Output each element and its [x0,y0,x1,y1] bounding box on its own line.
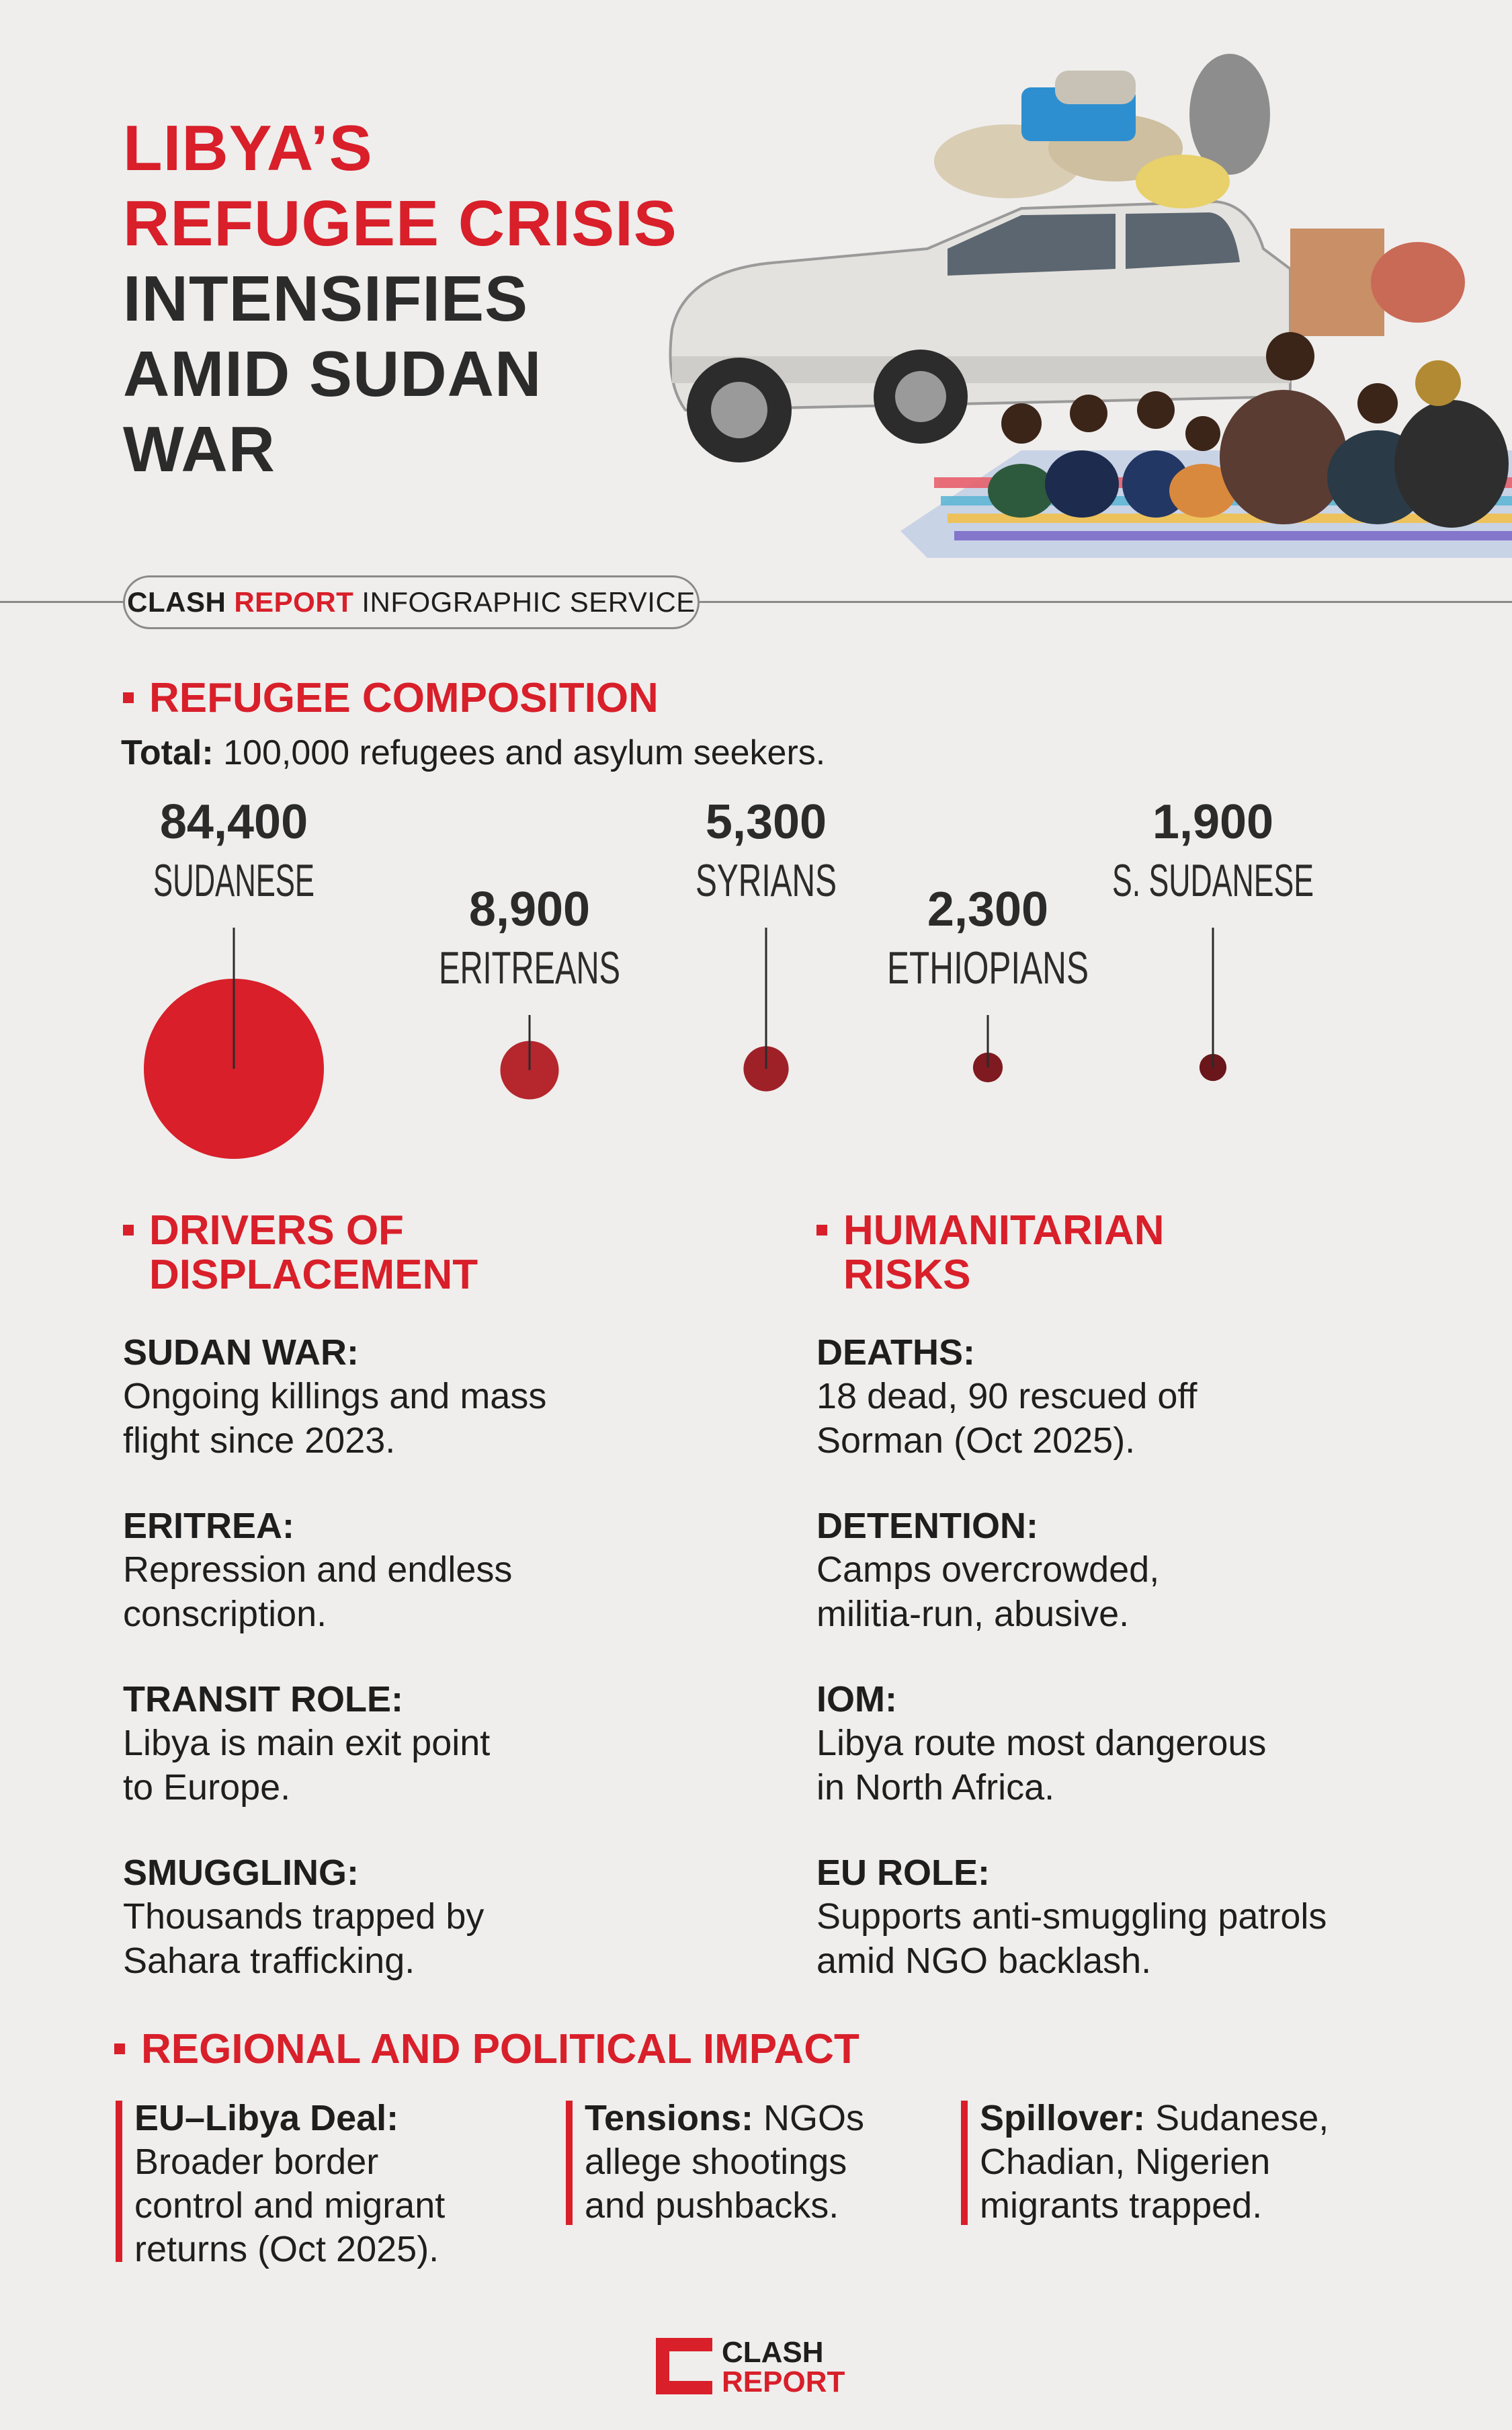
total-line [121,733,825,773]
item-text: Libya is main exit point [123,1723,491,1763]
item-text: Repression and endless [123,1549,513,1590]
bubble-value: 5,300 [705,795,827,849]
brand-clash: CLASH [127,586,226,618]
list-item [123,1331,714,1463]
item-text: Sorman (Oct 2025). [816,1420,1136,1461]
item-heading: ERITREA: [123,1506,294,1546]
title-line-1: LIBYA’S [123,112,373,184]
title-line-3: INTENSIFIES [123,263,529,335]
regional-line: returns (Oct 2025). [134,2229,439,2269]
regional-line: migrants trapped. [980,2185,1263,2226]
bubble-value: 8,900 [468,883,591,936]
drivers-heading-line-2: DISPLACEMENT [149,1252,478,1298]
brand-badge [123,575,700,629]
item-heading: SMUGGLING: [123,1853,359,1893]
hero-photo [645,47,1512,558]
item-text: Supports anti-smuggling patrols [816,1896,1327,1937]
item-text: in North Africa. [816,1767,1055,1808]
bullet-square [123,692,134,703]
item-text: flight since 2023. [123,1420,396,1461]
risks-heading-line-1: HUMANITARIAN [843,1207,1165,1254]
item-heading: SUDAN WAR: [123,1332,359,1373]
regional-line: control and migrant [134,2185,446,2226]
composition-heading: REFUGEE COMPOSITION [149,675,659,721]
brand-report: REPORT [234,586,354,618]
risks-heading-line-2: RISKS [843,1252,971,1298]
logo-mark-icon [656,2338,712,2394]
regional-line: Sudanese, [1155,2098,1329,2138]
regional-col-2 [566,2098,942,2226]
brand-service: INFOGRAPHIC SERVICE [362,586,696,618]
bubble-label: ETHIOPIANS [887,942,1089,994]
bullet-square [114,2043,125,2054]
regional-col-1 [116,2098,546,2269]
regional-line: Broader border [134,2142,379,2182]
item-text: to Europe. [123,1767,291,1808]
item-heading: IOM: [816,1679,897,1719]
bubble-label: S. SUDANESE [1112,855,1314,906]
regional-text [134,2097,445,2271]
item-heading: EU ROLE: [816,1853,991,1893]
regional-text [980,2097,1329,2228]
item-text: Thousands trapped by [123,1896,485,1937]
regional-heading: REGIONAL AND POLITICAL IMPACT [141,2026,859,2072]
accent-bar [961,2101,968,2225]
regional-head: EU–Libya Deal: [134,2098,399,2138]
accent-bar [566,2101,573,2225]
risks-heading [843,1209,1165,1297]
regional-line: Chadian, Nigerien [980,2142,1271,2182]
regional-line: NGOs [763,2098,865,2138]
item-heading: DETENTION: [816,1506,1038,1546]
total-text: 100,000 refugees and asylum seekers. [223,733,826,772]
title-line-5: WAR [123,413,276,485]
regional-line: allege shootings [585,2142,847,2182]
title-line-2: REFUGEE CRISIS [123,188,677,259]
item-text: militia-run, abusive. [816,1594,1130,1634]
list-item [123,1678,714,1810]
item-text: Ongoing killings and mass [123,1376,547,1416]
regional-col-3 [961,2098,1391,2226]
logo-word-2: REPORT [722,2365,845,2398]
list-item [816,1331,1488,1463]
regional-head: Spillover: [980,2098,1146,2138]
item-text: Camps overcrowded, [816,1549,1160,1590]
list-item [816,1504,1488,1636]
page-title [123,111,677,487]
list-item [123,1504,714,1636]
bubble-value: 84,400 [159,795,308,849]
risks-list [816,1331,1488,2025]
bullet-square [816,1225,827,1236]
list-item [816,1678,1488,1810]
list-item [123,1851,714,1983]
clash-report-logo [656,2338,857,2400]
bubble-chart [0,793,1512,1170]
item-text: Sahara trafficking. [123,1941,415,1981]
item-text: 18 dead, 90 rescued off [816,1376,1198,1416]
list-item [816,1851,1488,1983]
item-heading: TRANSIT ROLE: [123,1679,403,1719]
bubble-label: SUDANESE [153,855,314,906]
total-label: Total: [121,733,214,772]
bubble-label: SYRIANS [696,855,837,906]
bubble-label: ERITREANS [439,942,620,994]
drivers-heading [149,1209,478,1297]
item-text: Libya route most dangerous [816,1723,1267,1763]
title-line-4: AMID SUDAN [123,338,542,410]
item-text: amid NGO backlash. [816,1941,1152,1981]
item-text: conscription. [123,1594,327,1634]
drivers-list [123,1331,714,2025]
bubble-value: 1,900 [1152,795,1274,849]
accent-bar [116,2101,122,2262]
regional-line: and pushbacks. [585,2185,839,2226]
drivers-heading-line-1: DRIVERS OF [149,1207,404,1254]
bubble-value: 2,300 [927,883,1049,936]
logo-word-1: CLASH [722,2336,824,2369]
item-heading: DEATHS: [816,1332,975,1373]
regional-text [585,2097,864,2228]
bullet-square [123,1225,134,1236]
regional-head: Tensions: [585,2098,754,2138]
